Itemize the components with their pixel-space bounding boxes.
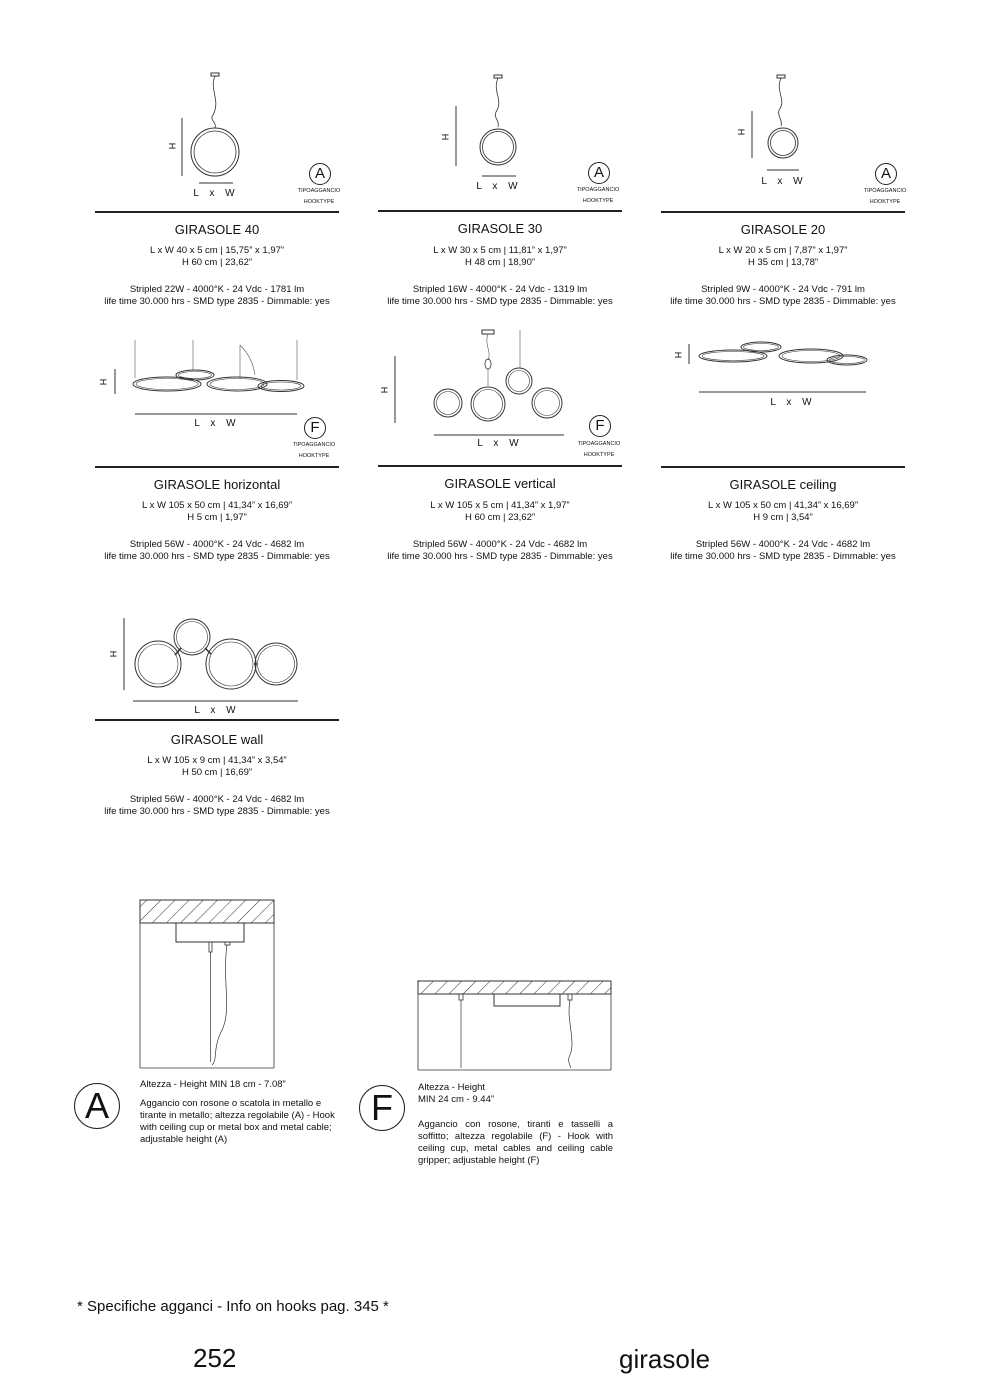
hook-type-badge: A (588, 162, 610, 184)
hook-f-description: Aggancio con rosone, tiranti e tasselli a soffitto; altezza regolabile (F) - Hook with ceiling cup, metal cables and ceiling cable gripper; adjustable height (F) (418, 1119, 613, 1166)
page-number: 252 (193, 1343, 237, 1373)
dimensions-lxw: L x W 105 x 9 cm | 41,34” x 3,54” (147, 755, 287, 766)
lxw-label: L x W (194, 418, 240, 429)
hook-type-badge: A (309, 163, 331, 185)
dimensions-h: H 60 cm | 23,62” (181, 257, 253, 268)
spec-lifetime: life time 30.000 hrs - SMD type 2835 - Dimmable: yes (387, 551, 613, 562)
hook-type-badge: F (304, 417, 326, 439)
dimensions-h: H 48 cm | 18,90” (464, 257, 536, 268)
hook-f-badge: F (359, 1085, 405, 1131)
spec-power: Stripled 56W - 4000°K - 24 Vdc - 4682 lm (129, 539, 305, 550)
spec-power: Stripled 56W - 4000°K - 24 Vdc - 4682 lm (129, 794, 305, 805)
spec-lifetime: life time 30.000 hrs - SMD type 2835 - Dimmable: yes (387, 296, 613, 307)
dimensions-lxw: L x W 105 x 50 cm | 41,34” x 16,69” (708, 500, 858, 511)
hook-a-description: Aggancio con rosone o scatola in metallo e tirante in metallo; altezza regolabile (A) - Hook with ceiling cup or metal box and metal cable; adjustable height (A) (140, 1098, 335, 1145)
dimensions-h: H 50 cm | 16,69” (181, 767, 253, 778)
dimensions-h: H 60 cm | 23,62” (464, 512, 536, 523)
spec-lifetime: life time 30.000 hrs - SMD type 2835 - Dimmable: yes (104, 551, 330, 562)
lxw-label: L x W (193, 188, 239, 199)
product-title: GIRASOLE 30 (457, 221, 543, 236)
product-title: GIRASOLE ceiling (729, 477, 837, 492)
spec-lifetime: life time 30.000 hrs - SMD type 2835 - Dimmable: yes (104, 296, 330, 307)
height-label: H (379, 386, 390, 394)
height-label: H (98, 378, 109, 386)
spec-power: Stripled 16W - 4000°K - 24 Vdc - 1319 lm (412, 284, 588, 295)
hook-f-height-label: Altezza - Height (418, 1082, 486, 1093)
spec-power: Stripled 56W - 4000°K - 24 Vdc - 4682 lm (412, 539, 588, 550)
hook-type-en: HOOKTYPE (298, 453, 330, 459)
dimensions-lxw: L x W 105 x 50 cm | 41,34” x 16,69” (142, 500, 292, 511)
height-label: H (673, 351, 684, 359)
dimensions-lxw: L x W 30 x 5 cm | 11,81” x 1,97” (433, 245, 567, 256)
product-title: GIRASOLE vertical (444, 476, 556, 491)
hook-type-en: HOOKTYPE (583, 452, 615, 458)
spec-power: Stripled 22W - 4000°K - 24 Vdc - 1781 lm (129, 284, 305, 295)
spec-lifetime: life time 30.000 hrs - SMD type 2835 - Dimmable: yes (104, 806, 330, 817)
hook-f-height (418, 1082, 618, 1106)
spec-lifetime: life time 30.000 hrs - SMD type 2835 - Dimmable: yes (670, 296, 896, 307)
lxw-label: L x W (477, 438, 523, 449)
spec-power: Stripled 9W - 4000°K - 24 Vdc - 791 lm (701, 284, 865, 295)
height-label: H (167, 142, 178, 150)
height-label: H (108, 650, 119, 658)
dimensions-h: H 35 cm | 13,78” (747, 257, 819, 268)
dimensions-lxw: L x W 40 x 5 cm | 15,75” x 1,97” (149, 245, 285, 256)
hook-type-it: TIPOAGGANCIO (297, 188, 341, 194)
dimensions-h: H 5 cm | 1,97” (187, 512, 247, 523)
hook-type-badge: A (875, 163, 897, 185)
spec-power: Stripled 56W - 4000°K - 24 Vdc - 4682 lm (695, 539, 871, 550)
collection-name: girasole (619, 1344, 711, 1374)
hooks-info-note: * Specifiche agganci - Info on hooks pag. 345 * (77, 1298, 389, 1315)
dimensions-lxw: L x W 20 x 5 cm | 7,87” x 1,97” (718, 245, 848, 256)
hook-type-en: HOOKTYPE (303, 199, 335, 205)
hook-type-badge: F (589, 415, 611, 437)
lxw-label: L x W (761, 176, 807, 187)
hook-a-badge: A (74, 1083, 120, 1129)
lxw-label: L x W (770, 397, 816, 408)
hook-type-it: TIPOAGGANCIO (576, 187, 620, 193)
hook-type-en: HOOKTYPE (582, 198, 614, 204)
product-title: GIRASOLE wall (170, 732, 264, 747)
product-title: GIRASOLE horizontal (153, 477, 281, 492)
lxw-label: L x W (194, 705, 240, 716)
lxw-label: L x W (476, 181, 522, 192)
product-title: GIRASOLE 40 (174, 222, 260, 237)
height-label: H (736, 128, 747, 136)
product-title: GIRASOLE 20 (740, 222, 826, 237)
hook-type-it: TIPOAGGANCIO (292, 442, 336, 448)
hook-type-it: TIPOAGGANCIO (577, 441, 621, 447)
hook-a-height: Altezza - Height MIN 18 cm - 7.08” (140, 1079, 286, 1090)
height-label: H (440, 133, 451, 141)
dimensions-h: H 9 cm | 3,54” (753, 512, 813, 523)
spec-lifetime: life time 30.000 hrs - SMD type 2835 - Dimmable: yes (670, 551, 896, 562)
hook-type-en: HOOKTYPE (869, 199, 901, 205)
hook-type-it: TIPOAGGANCIO (863, 188, 907, 194)
dimensions-lxw: L x W 105 x 5 cm | 41,34” x 1,97” (430, 500, 570, 511)
hook-f-height-value: MIN 24 cm - 9.44” (418, 1094, 495, 1105)
